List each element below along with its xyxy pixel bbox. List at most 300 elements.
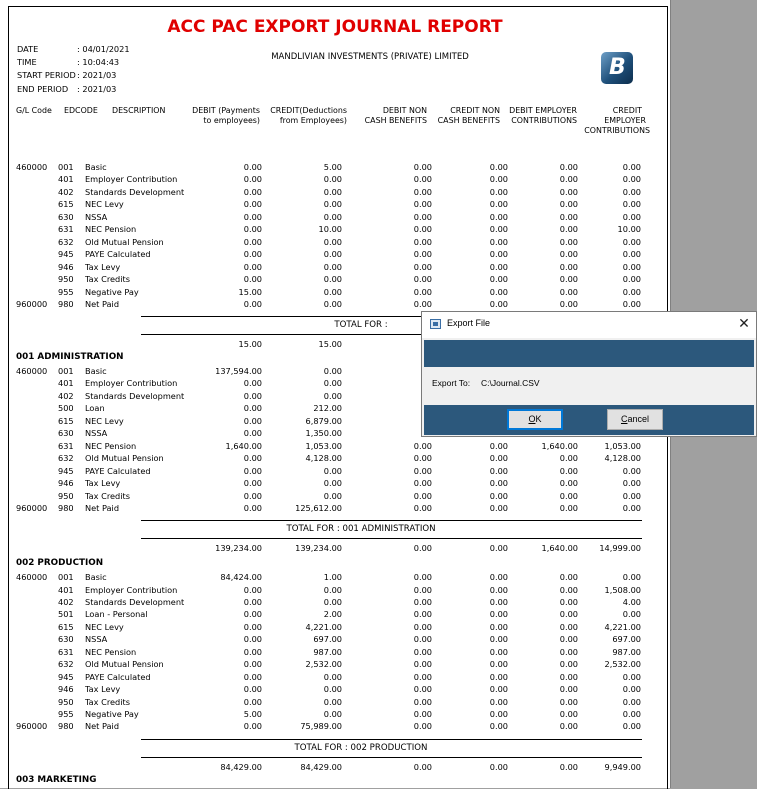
row-value: 0.00: [323, 378, 342, 389]
row-description: Employer Contribution: [85, 174, 178, 185]
row-value: 2.00: [323, 609, 342, 620]
row-value: 0.00: [413, 211, 432, 222]
row-value: 0.00: [323, 684, 342, 694]
row-description: Standards Development: [85, 186, 185, 197]
row-value: 0.00: [559, 572, 578, 582]
row-value: 0.00: [413, 584, 432, 595]
row-value: 10.00: [318, 224, 342, 235]
section-heading: 003 MARKETING: [16, 775, 97, 785]
row-edcode: 945: [58, 465, 74, 476]
row-value: 0.00: [489, 274, 508, 285]
row-value: 0.00: [243, 721, 262, 732]
row-value: 0.00: [489, 671, 508, 682]
row-value: 0.00: [489, 478, 508, 489]
row-value: 0.00: [559, 478, 578, 489]
row-value: 1,640.00: [541, 440, 578, 451]
row-value: 4.00: [622, 596, 641, 607]
row-value: 0.00: [243, 684, 262, 694]
row-edcode: 630: [58, 211, 74, 222]
row-value: 0.00: [489, 659, 508, 670]
row-description: Standards Development: [85, 390, 185, 401]
col-credit: [262, 106, 347, 126]
row-description: NSSA: [85, 211, 108, 222]
row-value: 697.00: [612, 634, 641, 645]
row-value: 0.00: [489, 174, 508, 185]
row-value: 0.00: [413, 621, 432, 632]
total-rule: [141, 757, 642, 758]
row-value: 0.00: [559, 186, 578, 197]
row-value: 0.00: [489, 199, 508, 210]
row-value: 0.00: [323, 298, 342, 309]
row-edcode: 945: [58, 671, 74, 682]
row-value: 0.00: [559, 274, 578, 285]
row-value: 0.00: [489, 572, 508, 582]
row-value: 0.00: [413, 174, 432, 185]
row-value: 0.00: [243, 298, 262, 309]
row-value: 0.00: [413, 274, 432, 285]
section-heading: 001 ADMINISTRATION: [16, 352, 124, 362]
row-description: Negative Pay: [85, 286, 139, 297]
row-description: Net Paid: [85, 502, 120, 513]
row-value: 1,508.00: [604, 584, 641, 595]
row-value: 0.00: [243, 274, 262, 285]
row-value: 1,640.00: [225, 440, 262, 451]
row-value: 0.00: [489, 440, 508, 451]
meta-start-value: : 2021/03: [77, 70, 117, 80]
row-value: 0.00: [413, 199, 432, 210]
row-edcode: 631: [58, 646, 74, 657]
row-value: 0.00: [489, 721, 508, 732]
row-description: NEC Pension: [85, 646, 137, 657]
col-credit-non-cash: [428, 106, 500, 126]
row-value: 2,532.00: [305, 659, 342, 670]
row-value: 987.00: [313, 646, 342, 657]
row-value: 0.00: [559, 684, 578, 694]
row-value: 0.00: [489, 211, 508, 222]
row-value: 0.00: [559, 502, 578, 513]
row-description: NEC Levy: [85, 199, 124, 210]
row-value: 0.00: [622, 490, 641, 501]
row-edcode: 980: [58, 502, 74, 513]
row-value: 0.00: [622, 236, 641, 247]
row-value: 0.00: [559, 659, 578, 670]
row-value: 0.00: [413, 696, 432, 707]
row-value: 0.00: [243, 162, 262, 172]
meta-date-value: : 04/01/2021: [77, 44, 130, 54]
row-value: 4,221.00: [604, 621, 641, 632]
export-to-label: Export To:: [432, 378, 471, 388]
row-value: [350, 391, 432, 401]
dialog-body: [424, 367, 754, 405]
total-value: 0.00: [489, 543, 508, 554]
row-value: 4,221.00: [305, 621, 342, 632]
row-value: 0.00: [489, 186, 508, 197]
row-edcode: 950: [58, 696, 74, 707]
export-file-icon: [430, 319, 441, 329]
row-value: 0.00: [489, 162, 508, 172]
row-value: 0.00: [559, 696, 578, 707]
row-value: 0.00: [559, 671, 578, 682]
col-debit: [180, 106, 260, 126]
total-value: 0.00: [559, 761, 578, 772]
row-value: 0.00: [323, 199, 342, 210]
total-rule: [141, 520, 642, 521]
row-edcode: 946: [58, 684, 74, 694]
meta-start-label: START PERIOD: [17, 70, 76, 80]
row-value: 0.00: [622, 502, 641, 513]
row-edcode: 402: [58, 596, 74, 607]
report-title: ACC PAC EXPORT JOURNAL REPORT: [167, 17, 503, 37]
meta-end-label: END PERIOD: [17, 84, 69, 94]
row-value: 0.00: [243, 671, 262, 682]
row-description: Negative Pay: [85, 709, 139, 719]
row-value: 0.00: [413, 224, 432, 235]
total-value: 0.00: [413, 761, 432, 772]
row-edcode: 632: [58, 236, 74, 247]
row-value: 0.00: [243, 465, 262, 476]
col-credit-non-cash-line1: CREDIT NON: [450, 106, 500, 115]
col-credit-line2: from Employees): [279, 116, 347, 125]
total-value: 15.00: [238, 339, 262, 350]
row-value: 0.00: [243, 659, 262, 670]
row-value: 0.00: [622, 286, 641, 297]
row-value: 0.00: [243, 584, 262, 595]
row-edcode: 950: [58, 490, 74, 501]
row-value: 5.00: [323, 162, 342, 172]
row-value: [350, 403, 432, 413]
row-description: NEC Levy: [85, 415, 124, 426]
row-value: [350, 428, 432, 438]
row-gl-code: 960000: [16, 721, 48, 732]
col-credit-line1: CREDIT(Deductions: [270, 106, 347, 115]
row-description: Basic: [85, 162, 107, 172]
row-value: 0.00: [243, 261, 262, 272]
close-icon[interactable]: ✕: [738, 316, 750, 332]
row-value: 0.00: [559, 162, 578, 172]
row-description: Loan: [85, 403, 105, 414]
row-edcode: 402: [58, 186, 74, 197]
row-value: 0.00: [413, 609, 432, 620]
total-value: 84,429.00: [220, 761, 262, 772]
row-description: Tax Credits: [85, 696, 130, 707]
row-value: 0.00: [622, 721, 641, 732]
row-value: [350, 416, 432, 426]
row-description: PAYE Calculated: [85, 671, 151, 682]
row-value: 0.00: [559, 261, 578, 272]
row-value: 0.00: [413, 596, 432, 607]
row-value: 0.00: [243, 453, 262, 464]
row-value: 0.00: [243, 609, 262, 620]
row-value: 0.00: [559, 621, 578, 632]
col-debit-line2: to employees): [203, 116, 260, 125]
row-value: 84,424.00: [220, 572, 262, 582]
row-value: 0.00: [489, 584, 508, 595]
row-edcode: 615: [58, 415, 74, 426]
total-label: TOTAL FOR :: [334, 320, 388, 331]
row-value: 0.00: [243, 403, 262, 414]
row-value: 0.00: [413, 162, 432, 172]
row-value: 75,989.00: [300, 721, 342, 732]
row-edcode: 632: [58, 453, 74, 464]
col-credit-employer-line2: EMPLOYER: [604, 116, 646, 125]
row-edcode: 980: [58, 721, 74, 732]
row-value: 0.00: [489, 224, 508, 235]
col-debit-non-cash-line2: CASH BENEFITS: [364, 116, 427, 125]
row-value: 0.00: [323, 696, 342, 707]
row-description: Old Mutual Pension: [85, 236, 164, 247]
row-value: 0.00: [243, 249, 262, 260]
export-path-value: C:\Journal.CSV: [481, 378, 540, 388]
col-debit-employer: [502, 106, 577, 126]
row-gl-code: 460000: [16, 162, 48, 172]
row-edcode: 950: [58, 274, 74, 285]
col-debit-non-cash-line1: DEBIT NON: [382, 106, 427, 115]
row-value: 0.00: [489, 465, 508, 476]
row-edcode: 001: [58, 162, 74, 172]
row-value: 0.00: [559, 609, 578, 620]
row-value: 0.00: [559, 721, 578, 732]
col-credit-employer: [578, 106, 654, 136]
row-value: 0.00: [559, 490, 578, 501]
row-value: 0.00: [243, 634, 262, 645]
row-value: 0.00: [323, 211, 342, 222]
row-value: 0.00: [622, 199, 641, 210]
row-value: 0.00: [622, 684, 641, 694]
row-value: 0.00: [243, 646, 262, 657]
row-value: 0.00: [622, 609, 641, 620]
meta-time-value: : 10:04:43: [77, 57, 120, 67]
row-value: 125,612.00: [295, 502, 342, 513]
row-description: Employer Contribution: [85, 584, 178, 595]
row-value: 0.00: [323, 286, 342, 297]
row-value: 0.00: [413, 261, 432, 272]
row-value: 0.00: [413, 646, 432, 657]
row-value: 0.00: [323, 478, 342, 489]
row-edcode: 501: [58, 609, 74, 620]
row-value: 0.00: [323, 174, 342, 185]
row-value: 0.00: [413, 684, 432, 694]
row-value: 0.00: [413, 249, 432, 260]
row-value: 0.00: [489, 261, 508, 272]
row-value: 0.00: [413, 721, 432, 732]
total-rule: [141, 739, 642, 740]
col-debit-line1: DEBIT (Payments: [192, 106, 260, 115]
row-value: 0.00: [243, 428, 262, 439]
row-value: 0.00: [323, 366, 342, 376]
row-value: 0.00: [622, 162, 641, 172]
total-value: 1,640.00: [541, 543, 578, 554]
row-value: 0.00: [323, 490, 342, 501]
col-description: DESCRIPTION: [112, 106, 166, 115]
row-value: 0.00: [622, 174, 641, 185]
row-edcode: 500: [58, 403, 74, 414]
row-value: 0.00: [489, 709, 508, 719]
row-value: 0.00: [489, 684, 508, 694]
total-label: TOTAL FOR : 001 ADMINISTRATION: [286, 524, 436, 535]
cancel-button[interactable]: Cancel: [607, 409, 663, 430]
row-value: 0.00: [622, 261, 641, 272]
row-edcode: 946: [58, 261, 74, 272]
total-value: 15.00: [318, 339, 342, 350]
row-description: Tax Levy: [85, 478, 121, 489]
row-value: 0.00: [489, 696, 508, 707]
row-value: 0.00: [413, 671, 432, 682]
export-file-dialog: [421, 311, 757, 437]
row-description: Standards Development: [85, 596, 185, 607]
col-credit-non-cash-line2: CASH BENEFITS: [437, 116, 500, 125]
row-value: 0.00: [323, 186, 342, 197]
row-value: 4,128.00: [305, 453, 342, 464]
row-edcode: 946: [58, 478, 74, 489]
row-value: 0.00: [622, 211, 641, 222]
row-value: 0.00: [559, 211, 578, 222]
row-edcode: 615: [58, 199, 74, 210]
ok-button[interactable]: OK: [507, 409, 563, 430]
total-value: 139,234.00: [295, 543, 342, 554]
col-debit-employer-line1: DEBIT EMPLOYER: [509, 106, 577, 115]
row-edcode: 001: [58, 572, 74, 582]
col-debit-non-cash: [352, 106, 427, 126]
row-value: 0.00: [323, 274, 342, 285]
company-name: MANDLIVIAN INVESTMENTS (PRIVATE) LIMITED: [271, 52, 469, 62]
row-value: 0.00: [559, 224, 578, 235]
row-edcode: 631: [58, 224, 74, 235]
row-value: 0.00: [243, 502, 262, 513]
row-description: Basic: [85, 366, 107, 376]
row-description: NEC Levy: [85, 621, 124, 632]
row-value: 0.00: [622, 671, 641, 682]
row-value: 0.00: [323, 249, 342, 260]
total-label: TOTAL FOR : 002 PRODUCTION: [294, 742, 428, 753]
row-value: [350, 378, 432, 388]
row-value: 0.00: [559, 634, 578, 645]
row-edcode: 630: [58, 428, 74, 439]
row-value: 0.00: [413, 453, 432, 464]
row-description: NSSA: [85, 634, 108, 645]
total-value: 84,429.00: [300, 761, 342, 772]
row-value: 0.00: [489, 236, 508, 247]
section-heading: 002 PRODUCTION: [16, 558, 104, 568]
col-debit-employer-line2: CONTRIBUTIONS: [511, 116, 577, 125]
dialog-title: Export File: [447, 318, 491, 328]
row-description: NSSA: [85, 428, 108, 439]
row-value: 0.00: [413, 186, 432, 197]
row-value: 0.00: [622, 249, 641, 260]
row-value: 0.00: [622, 478, 641, 489]
row-value: [350, 366, 432, 376]
row-value: 0.00: [622, 572, 641, 582]
row-value: 0.00: [622, 465, 641, 476]
row-value: 0.00: [413, 634, 432, 645]
row-value: 0.00: [323, 584, 342, 595]
row-value: 0.00: [489, 646, 508, 657]
total-value: 139,234.00: [215, 543, 262, 554]
row-value: 0.00: [622, 274, 641, 285]
row-value: 0.00: [489, 286, 508, 297]
col-edcode: EDCODE: [64, 106, 98, 115]
row-value: 0.00: [489, 502, 508, 513]
row-value: 0.00: [243, 211, 262, 222]
row-value: 0.00: [559, 286, 578, 297]
row-description: Loan - Personal: [85, 609, 148, 620]
row-value: 0.00: [489, 298, 508, 309]
total-value: 9,949.00: [604, 761, 641, 772]
row-value: 0.00: [622, 298, 641, 309]
row-value: 0.00: [243, 186, 262, 197]
row-value: 0.00: [323, 390, 342, 401]
row-description: Net Paid: [85, 298, 120, 309]
dialog-titlebar[interactable]: [422, 312, 756, 338]
row-gl-code: 460000: [16, 572, 48, 582]
row-edcode: 401: [58, 584, 74, 595]
row-gl-code: 460000: [16, 366, 48, 376]
row-value: 697.00: [313, 634, 342, 645]
row-description: PAYE Calculated: [85, 465, 151, 476]
row-value: 0.00: [413, 572, 432, 582]
row-description: Employer Contribution: [85, 378, 178, 389]
row-value: 0.00: [489, 453, 508, 464]
row-value: 0.00: [323, 671, 342, 682]
row-value: 1,053.00: [604, 440, 641, 451]
row-value: 0.00: [413, 440, 432, 451]
row-value: 0.00: [413, 709, 432, 719]
row-value: 0.00: [559, 709, 578, 719]
meta-time-label: TIME: [17, 57, 37, 67]
row-value: 0.00: [413, 286, 432, 297]
row-value: 0.00: [622, 696, 641, 707]
row-value: 0.00: [489, 621, 508, 632]
row-description: PAYE Calculated: [85, 249, 151, 260]
row-value: 0.00: [413, 298, 432, 309]
total-value: 0.00: [489, 761, 508, 772]
row-description: NEC Pension: [85, 440, 137, 451]
row-edcode: 632: [58, 659, 74, 670]
dialog-header-band: [424, 340, 754, 367]
row-value: 0.00: [323, 596, 342, 607]
row-value: 15.00: [238, 286, 262, 297]
col-credit-employer-line3: CONTRIBUTIONS: [584, 126, 650, 135]
row-edcode: 001: [58, 366, 74, 376]
row-value: 0.00: [323, 236, 342, 247]
row-value: 0.00: [243, 224, 262, 235]
total-value: 14,999.00: [599, 543, 641, 554]
row-value: 0.00: [489, 609, 508, 620]
row-value: 0.00: [559, 236, 578, 247]
row-description: NEC Pension: [85, 224, 137, 235]
row-edcode: 945: [58, 249, 74, 260]
row-value: 0.00: [243, 415, 262, 426]
row-edcode: 615: [58, 621, 74, 632]
logo-glyph: B: [609, 55, 626, 80]
row-description: Old Mutual Pension: [85, 453, 164, 464]
total-value: 0.00: [413, 543, 432, 554]
row-value: 0.00: [243, 174, 262, 185]
row-value: 0.00: [323, 261, 342, 272]
row-description: Tax Levy: [85, 684, 121, 694]
row-value: 0.00: [559, 174, 578, 185]
row-value: 0.00: [559, 646, 578, 657]
row-description: Old Mutual Pension: [85, 659, 164, 670]
row-value: 0.00: [559, 249, 578, 260]
row-description: Tax Credits: [85, 274, 130, 285]
row-value: 0.00: [413, 490, 432, 501]
row-description: Tax Levy: [85, 261, 121, 272]
row-value: 0.00: [243, 236, 262, 247]
row-value: 0.00: [243, 199, 262, 210]
row-value: 1.00: [323, 572, 342, 582]
row-value: 0.00: [243, 478, 262, 489]
row-value: 2,532.00: [604, 659, 641, 670]
